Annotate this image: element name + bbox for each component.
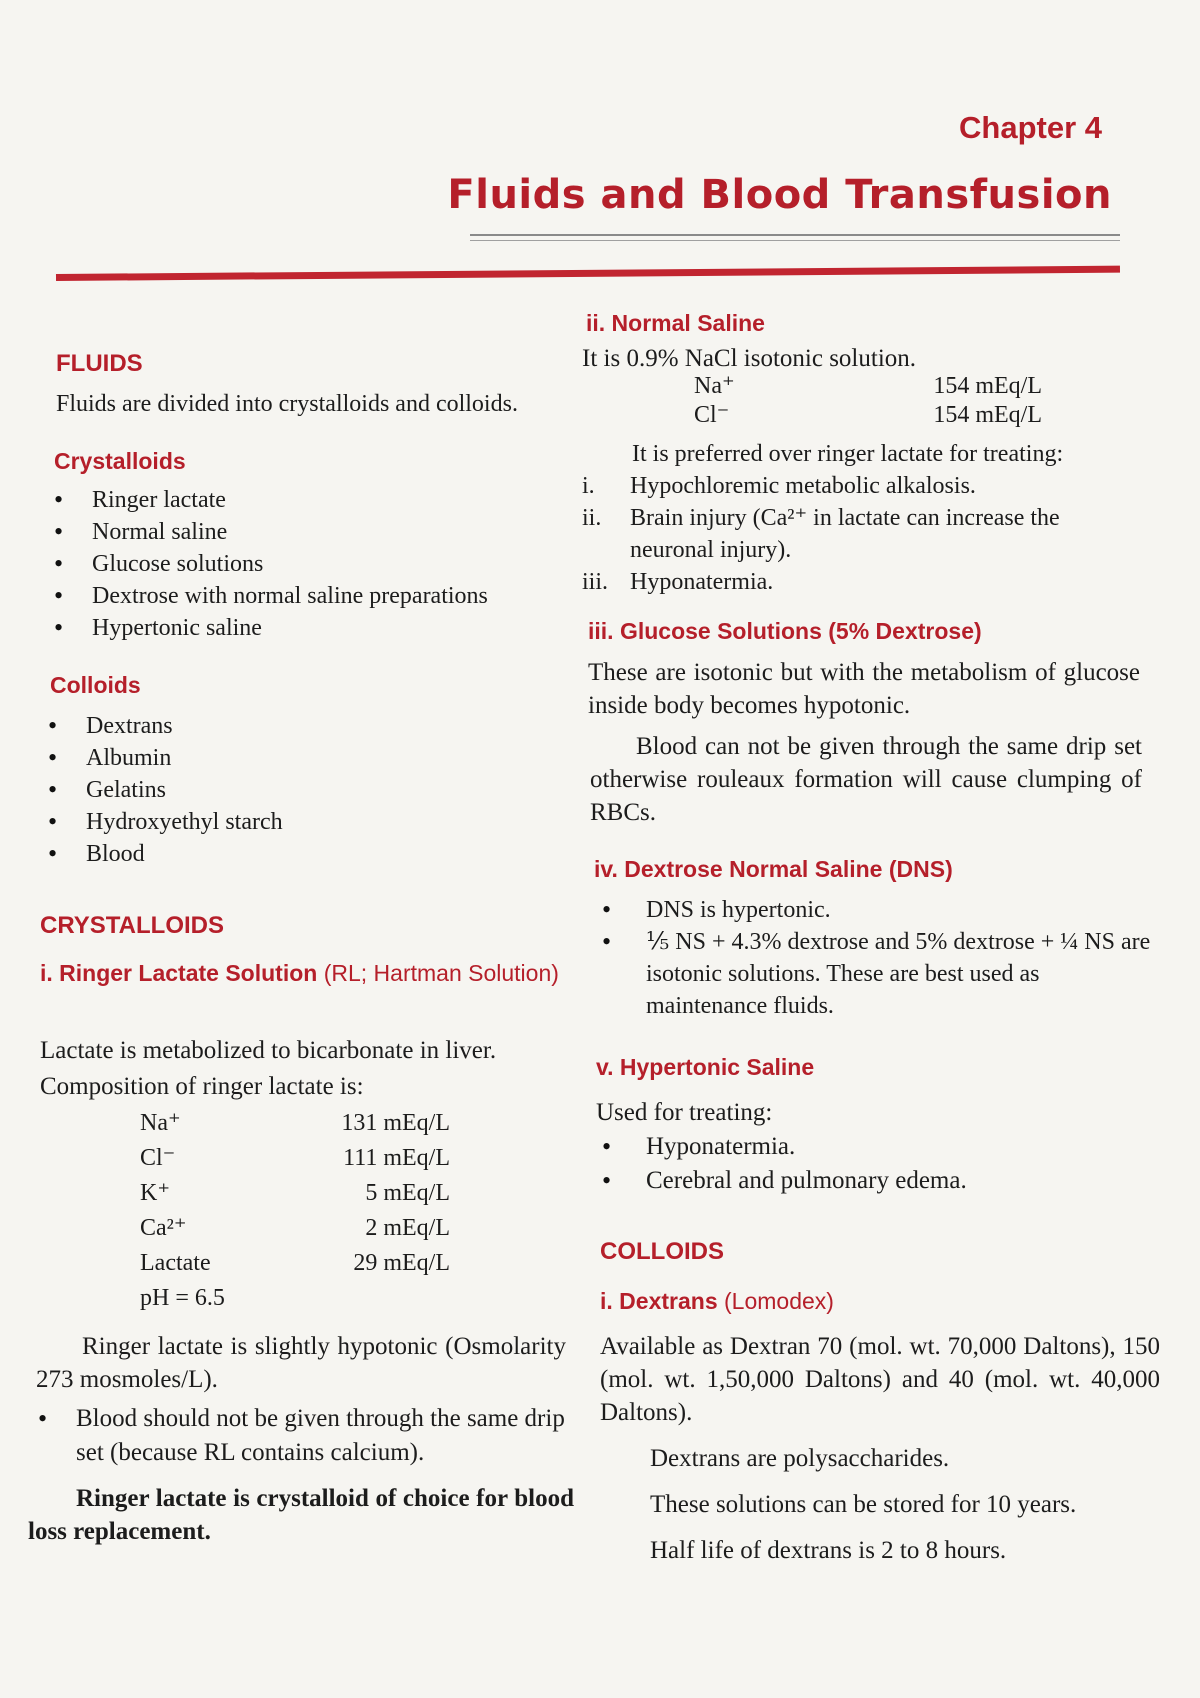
rl-choice-text: Ringer lactate is crystalloid of choice for blood loss replacement. xyxy=(28,1485,574,1545)
ion-value: 29 mEq/L xyxy=(353,1250,450,1276)
list-number: iii. xyxy=(582,569,609,595)
ion-name: K⁺ xyxy=(140,1180,170,1206)
crystalloids-subheading: Crystalloids xyxy=(54,448,186,474)
fluids-heading: FLUIDS xyxy=(56,350,143,377)
list-item xyxy=(582,566,1142,598)
list-item: • Hydroxyethyl starch xyxy=(46,806,566,838)
fluids-intro: Fluids are divided into crystalloids and colloids. xyxy=(56,391,518,417)
chapter-number: Chapter 4 xyxy=(959,110,1102,145)
ion-value: 154 mEq/L xyxy=(933,373,1042,399)
glucose-alias: (5% Dextrose) xyxy=(828,618,982,644)
dextrans-alias: (Lomodex) xyxy=(724,1288,834,1314)
table-row xyxy=(40,1176,540,1211)
ion-value: 2 mEq/L xyxy=(365,1215,450,1241)
red-divider xyxy=(56,266,1120,281)
ph-value: pH = 6.5 xyxy=(140,1285,225,1311)
ion-value: 5 mEq/L xyxy=(365,1180,450,1206)
rl-composition-intro: Composition of ringer lactate is: xyxy=(40,1073,364,1100)
glucose-heading xyxy=(588,618,982,645)
list-text: Hyponatermia. xyxy=(630,569,774,595)
ion-value: 154 mEq/L xyxy=(933,402,1042,428)
dextrans-storage: These solutions can be stored for 10 years. xyxy=(650,1491,1077,1518)
list-item: • Glucose solutions xyxy=(52,548,572,580)
list-item: • DNS is hypertonic. xyxy=(600,894,1152,926)
colloids-section-heading: COLLOIDS xyxy=(600,1238,724,1265)
normal-saline-heading: ii. Normal Saline xyxy=(586,310,765,336)
ion-value: 111 mEq/L xyxy=(343,1145,450,1171)
list-item: • Gelatins xyxy=(46,774,566,806)
list-item: • Hyponatermia. xyxy=(600,1130,1150,1164)
dextrans-text: Available as Dextran 70 (mol. wt. 70,000 Daltons), 150 (mol. wt. 1,50,000 Daltons) and 40 (mol. wt. 40,000 Daltons). xyxy=(600,1333,1160,1426)
title-rule xyxy=(470,234,1120,236)
list-item: • Ringer lactate xyxy=(52,484,572,516)
ion-name: Cl⁻ xyxy=(140,1145,176,1171)
crystalloids-list xyxy=(52,484,572,644)
table-row xyxy=(40,1106,540,1141)
list-item: • Normal saline xyxy=(52,516,572,548)
colloids-subheading: Colloids xyxy=(50,672,141,698)
list-item: • Dextrose with normal saline preparations xyxy=(52,580,572,612)
ringer-lactate-heading xyxy=(40,956,560,990)
ringer-lactate-title: i. Ringer Lactate Solution xyxy=(40,960,318,986)
ion-name: Na⁺ xyxy=(694,373,735,399)
hypertonic-saline-list xyxy=(600,1130,1150,1198)
hypertonic-saline-text: Used for treating: xyxy=(596,1099,773,1126)
dextrans-title: i. Dextrans xyxy=(600,1288,718,1314)
glucose-text: These are isotonic but with the metabolism of glucose inside body becomes hypotonic. xyxy=(588,659,1140,719)
glucose-blood-note: Blood can not be given through the same drip set otherwise rouleaux formation will cause clumping of RBCs. xyxy=(590,733,1142,826)
hypertonic-saline-heading: v. Hypertonic Saline xyxy=(596,1054,815,1080)
list-item: • Blood should not be given through the same drip set (because RL contains calcium). xyxy=(36,1402,566,1470)
list-number: ii. xyxy=(582,505,602,531)
rl-metabolism-text: Lactate is metabolized to bicarbonate in liver. xyxy=(40,1037,497,1064)
chapter-title: Fluids and Blood Transfusion xyxy=(447,172,1112,218)
list-item: • Cerebral and pulmonary edema. xyxy=(600,1164,1150,1198)
ph-row xyxy=(40,1281,540,1316)
list-item: • Albumin xyxy=(46,742,566,774)
list-item: • Dextrans xyxy=(46,710,566,742)
rl-hypotonic-text: Ringer lactate is slightly hypotonic (Osmolarity 273 mosmoles/L). xyxy=(36,1333,566,1393)
table-row xyxy=(40,1246,540,1281)
list-item xyxy=(582,502,1142,566)
table-row xyxy=(582,401,1042,430)
table-row xyxy=(40,1141,540,1176)
list-item: • Blood xyxy=(46,838,566,870)
dextrans-heading xyxy=(600,1288,834,1315)
dextrans-polysaccharides: Dextrans are polysaccharides. xyxy=(650,1445,950,1472)
ion-name: Ca²⁺ xyxy=(140,1215,187,1241)
list-item xyxy=(582,470,1142,502)
rl-composition-table xyxy=(40,1106,540,1316)
list-number: i. xyxy=(582,473,595,499)
list-item: • Hypertonic saline xyxy=(52,612,572,644)
ion-name: Cl⁻ xyxy=(694,402,730,428)
ion-value: 131 mEq/L xyxy=(341,1110,450,1136)
dextrans-half-life: Half life of dextrans is 2 to 8 hours. xyxy=(650,1537,1007,1564)
ion-name: Lactate xyxy=(140,1250,211,1276)
colloids-list xyxy=(46,710,566,870)
dns-list xyxy=(600,894,1152,1022)
ion-name: Na⁺ xyxy=(140,1110,181,1136)
crystalloids-section-heading: CRYSTALLOIDS xyxy=(40,912,224,939)
list-item: • ⅕ NS + 4.3% dextrose and 5% dextrose + ¼ NS are isotonic solutions. These are best used as maintenance fluids. xyxy=(600,926,1152,1022)
normal-saline-preference: It is preferred over ringer lactate for treating: xyxy=(632,441,1064,467)
table-row xyxy=(40,1211,540,1246)
normal-saline-text: It is 0.9% NaCl isotonic solution. xyxy=(582,345,917,372)
list-text: Hypochloremic metabolic alkalosis. xyxy=(630,473,976,499)
ringer-lactate-alias: (RL; Hartman Solution) xyxy=(323,960,559,986)
table-row xyxy=(582,372,1042,401)
glucose-title: iii. Glucose Solutions xyxy=(588,618,822,644)
rl-blood-note xyxy=(36,1402,566,1470)
dns-heading: iv. Dextrose Normal Saline (DNS) xyxy=(594,856,953,882)
title-rule-thin xyxy=(470,240,1120,241)
list-text: Brain injury (Ca²⁺ in lactate can increase the neuronal injury). xyxy=(630,505,1060,563)
normal-saline-composition xyxy=(582,372,1042,430)
normal-saline-indications xyxy=(582,470,1142,598)
